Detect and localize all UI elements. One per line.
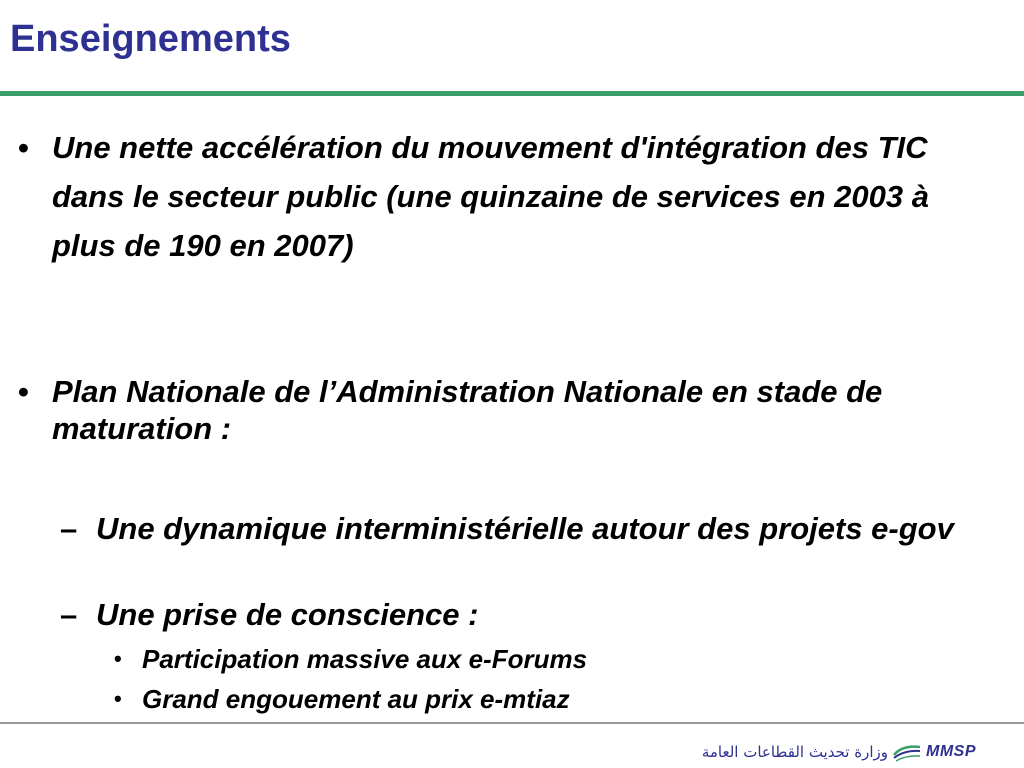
- bullet-item: [18, 373, 992, 447]
- logo-text: MMSP: [926, 743, 976, 760]
- sub-bullet-text: Une dynamique interministérielle autour des projets e-gov: [96, 511, 954, 546]
- mmsp-logo-icon: [892, 741, 922, 763]
- sub-sub-bullet-item: [114, 680, 982, 718]
- bullet-marker: •: [114, 646, 122, 671]
- bullet-marker: •: [18, 130, 29, 165]
- logo-arabic-text: وزارة تحديث القطاعات العامة: [701, 743, 888, 761]
- sub-bullet-item: [60, 510, 976, 547]
- footer-divider: [0, 722, 1024, 724]
- bullet-text: Une nette accélération du mouvement d'intégration des TIC dans le secteur public (une quinzaine de services en 2003 à plus de 190 en 2007): [52, 130, 929, 263]
- sub-bullet-item: [60, 596, 976, 633]
- sub-bullet-text: Une prise de conscience :: [96, 597, 479, 632]
- bullet-item: [18, 123, 992, 270]
- dash-marker: –: [60, 511, 78, 546]
- bullet-marker: •: [114, 686, 122, 711]
- sub-sub-bullet-text: Grand engouement au prix e-mtiaz: [142, 684, 570, 714]
- ministry-logo: [702, 740, 976, 764]
- title-divider: [0, 91, 1024, 96]
- dash-marker: –: [60, 597, 78, 632]
- sub-sub-bullet-text: Participation massive aux e-Forums: [142, 644, 588, 674]
- bullet-text: Plan Nationale de l’Administration Nationale en stade de maturation :: [52, 374, 883, 446]
- slide-title: Enseignements: [10, 18, 291, 60]
- bullet-marker: •: [18, 374, 29, 409]
- sub-sub-bullet-item: [114, 640, 982, 678]
